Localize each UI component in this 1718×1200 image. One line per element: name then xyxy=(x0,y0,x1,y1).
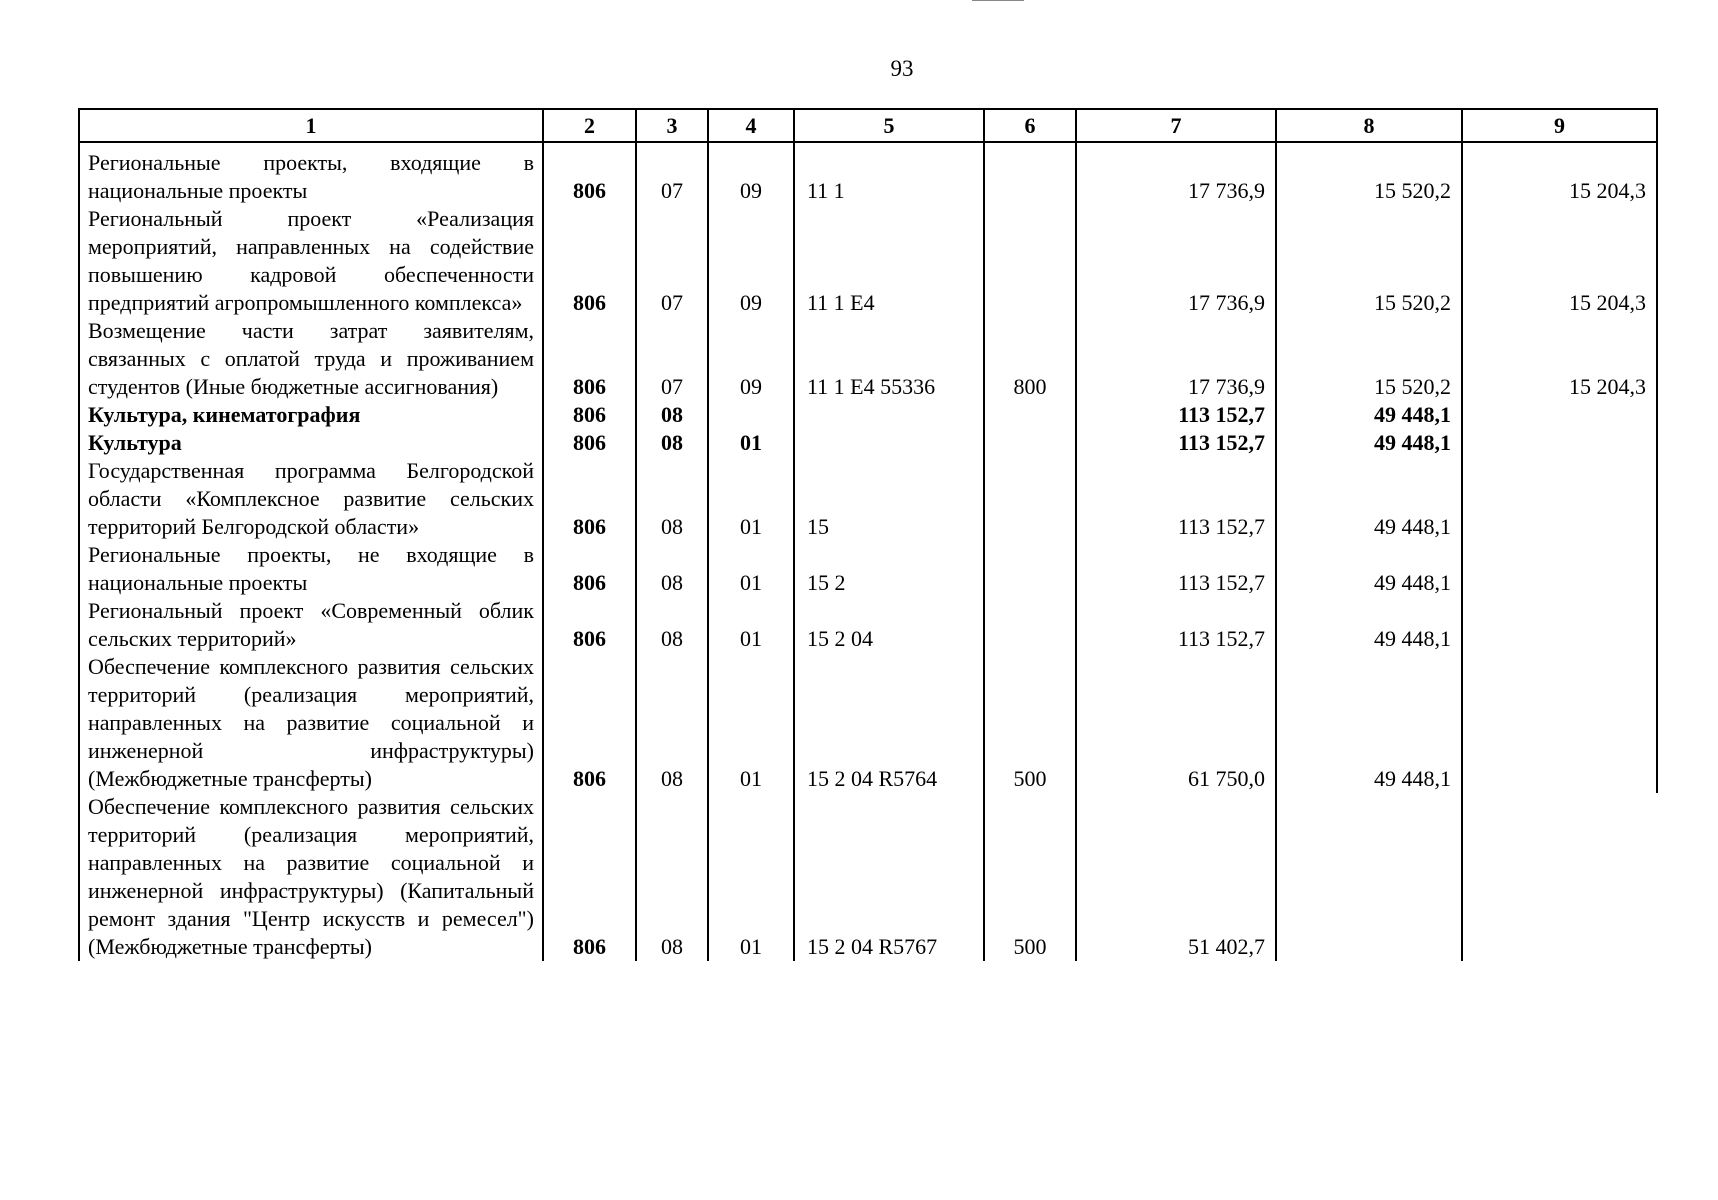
row-description: Обеспечение комплексного развития сельских территорий (реализация мероприятий, направленных на развитие социальной и инженерной инфраструктуры) (Межбюджетные трансферты) xyxy=(79,653,543,793)
page-number: 93 xyxy=(890,56,914,81)
cell-ministry-code: 806 xyxy=(543,205,636,317)
cell-section: 08 xyxy=(636,401,708,429)
cell-amount-col8: 15 520,2 xyxy=(1276,205,1462,317)
table-row xyxy=(79,541,1657,597)
row-description: Возмещение части затрат заявителям, связанных с оплатой труда и проживанием студентов (Иные бюджетные ассигнования) xyxy=(79,317,543,401)
top-edge-mark xyxy=(972,0,1024,1)
cell-expense-type xyxy=(984,541,1076,597)
cell-amount-col8: 49 448,1 xyxy=(1276,653,1462,793)
row-description: Региональные проекты, не входящие в национальные проекты xyxy=(79,541,543,597)
cell-section: 08 xyxy=(636,457,708,541)
cell-target-article: 11 1 Е4 55336 xyxy=(794,317,984,401)
cell-ministry-code: 806 xyxy=(543,142,636,205)
cell-amount-col8 xyxy=(1276,793,1462,961)
cell-amount-col8: 49 448,1 xyxy=(1276,457,1462,541)
cell-target-article: 15 2 xyxy=(794,541,984,597)
cell-section: 07 xyxy=(636,205,708,317)
cell-amount-col7: 51 402,7 xyxy=(1076,793,1276,961)
cell-ministry-code: 806 xyxy=(543,429,636,457)
cell-target-article: 15 2 04 R5767 xyxy=(794,793,984,961)
cell-expense-type xyxy=(984,429,1076,457)
cell-subsection: 01 xyxy=(708,457,794,541)
cell-amount-col7: 113 152,7 xyxy=(1076,541,1276,597)
row-description: Региональные проекты, входящие в национальные проекты xyxy=(79,142,543,205)
cell-expense-type: 800 xyxy=(984,317,1076,401)
column-header: 9 xyxy=(1462,109,1657,142)
cell-target-article: 15 2 04 xyxy=(794,597,984,653)
row-description: Государственная программа Белгородской области «Комплексное развитие сельских территорий Белгородской области» xyxy=(79,457,543,541)
row-description: Региональный проект «Современный облик сельских территорий» xyxy=(79,597,543,653)
table-body xyxy=(79,142,1657,961)
cell-target-article xyxy=(794,401,984,429)
cell-section: 08 xyxy=(636,597,708,653)
column-header: 4 xyxy=(708,109,794,142)
cell-ministry-code: 806 xyxy=(543,541,636,597)
row-description: Обеспечение комплексного развития сельских территорий (реализация мероприятий, направленных на развитие социальной и инженерной инфраструктуры) (Капитальный ремонт здания "Центр искусств и ремесел") (Межбюджетные трансферты) xyxy=(79,793,543,961)
cell-subsection: 01 xyxy=(708,793,794,961)
cell-section: 08 xyxy=(636,429,708,457)
cell-amount-col7: 113 152,7 xyxy=(1076,429,1276,457)
cell-amount-col8: 49 448,1 xyxy=(1276,597,1462,653)
cell-amount-col9 xyxy=(1462,793,1657,961)
cell-amount-col8: 49 448,1 xyxy=(1276,401,1462,429)
cell-target-article: 15 2 04 R5764 xyxy=(794,653,984,793)
cell-amount-col7: 17 736,9 xyxy=(1076,205,1276,317)
table-row xyxy=(79,142,1657,205)
cell-target-article: 15 xyxy=(794,457,984,541)
cell-subsection: 09 xyxy=(708,205,794,317)
table-row xyxy=(79,429,1657,457)
cell-amount-col9 xyxy=(1462,653,1657,793)
table-row xyxy=(79,317,1657,401)
cell-ministry-code: 806 xyxy=(543,401,636,429)
cell-target-article xyxy=(794,429,984,457)
column-header: 5 xyxy=(794,109,984,142)
cell-expense-type xyxy=(984,597,1076,653)
cell-amount-col7: 61 750,0 xyxy=(1076,653,1276,793)
row-description: Региональный проект «Реализация мероприятий, направленных на содействие повышению кадровой обеспеченности предприятий агропромышленного комплекса» xyxy=(79,205,543,317)
table-row xyxy=(79,457,1657,541)
cell-ministry-code: 806 xyxy=(543,793,636,961)
column-header: 6 xyxy=(984,109,1076,142)
cell-subsection: 01 xyxy=(708,429,794,457)
column-header: 3 xyxy=(636,109,708,142)
table-row xyxy=(79,653,1657,793)
table-row xyxy=(79,401,1657,429)
column-header: 1 xyxy=(79,109,543,142)
table-row xyxy=(79,205,1657,317)
column-header: 2 xyxy=(543,109,636,142)
cell-expense-type xyxy=(984,401,1076,429)
cell-amount-col9: 15 204,3 xyxy=(1462,205,1657,317)
cell-target-article: 11 1 Е4 xyxy=(794,205,984,317)
header-row xyxy=(79,109,1657,142)
cell-amount-col9 xyxy=(1462,401,1657,429)
cell-subsection xyxy=(708,401,794,429)
cell-amount-col8: 49 448,1 xyxy=(1276,541,1462,597)
cell-amount-col7: 113 152,7 xyxy=(1076,457,1276,541)
table-row xyxy=(79,597,1657,653)
cell-subsection: 09 xyxy=(708,317,794,401)
cell-amount-col9: 15 204,3 xyxy=(1462,317,1657,401)
cell-amount-col9 xyxy=(1462,457,1657,541)
cell-target-article: 11 1 xyxy=(794,142,984,205)
cell-amount-col7: 113 152,7 xyxy=(1076,597,1276,653)
cell-amount-col8: 49 448,1 xyxy=(1276,429,1462,457)
cell-ministry-code: 806 xyxy=(543,597,636,653)
cell-section: 08 xyxy=(636,541,708,597)
column-header: 7 xyxy=(1076,109,1276,142)
budget-table-container xyxy=(78,108,1656,1112)
cell-expense-type xyxy=(984,142,1076,205)
cell-section: 07 xyxy=(636,317,708,401)
cell-ministry-code: 806 xyxy=(543,653,636,793)
cell-amount-col7: 17 736,9 xyxy=(1076,317,1276,401)
cell-amount-col7: 17 736,9 xyxy=(1076,142,1276,205)
row-description: Культура, кинематография xyxy=(79,401,543,429)
cell-subsection: 01 xyxy=(708,653,794,793)
cell-amount-col9: 15 204,3 xyxy=(1462,142,1657,205)
cell-ministry-code: 806 xyxy=(543,457,636,541)
cell-ministry-code: 806 xyxy=(543,317,636,401)
cell-amount-col7: 113 152,7 xyxy=(1076,401,1276,429)
cell-expense-type: 500 xyxy=(984,653,1076,793)
row-description: Культура xyxy=(79,429,543,457)
cell-amount-col9 xyxy=(1462,541,1657,597)
cell-section: 07 xyxy=(636,142,708,205)
cell-amount-col8: 15 520,2 xyxy=(1276,317,1462,401)
cell-section: 08 xyxy=(636,793,708,961)
cell-expense-type xyxy=(984,205,1076,317)
cell-subsection: 01 xyxy=(708,541,794,597)
table-row xyxy=(79,793,1657,961)
cell-expense-type: 500 xyxy=(984,793,1076,961)
cell-subsection: 09 xyxy=(708,142,794,205)
cell-amount-col9 xyxy=(1462,597,1657,653)
cell-section: 08 xyxy=(636,653,708,793)
cell-subsection: 01 xyxy=(708,597,794,653)
cell-amount-col9 xyxy=(1462,429,1657,457)
cell-amount-col8: 15 520,2 xyxy=(1276,142,1462,205)
budget-table xyxy=(78,108,1658,961)
column-header: 8 xyxy=(1276,109,1462,142)
cell-expense-type xyxy=(984,457,1076,541)
